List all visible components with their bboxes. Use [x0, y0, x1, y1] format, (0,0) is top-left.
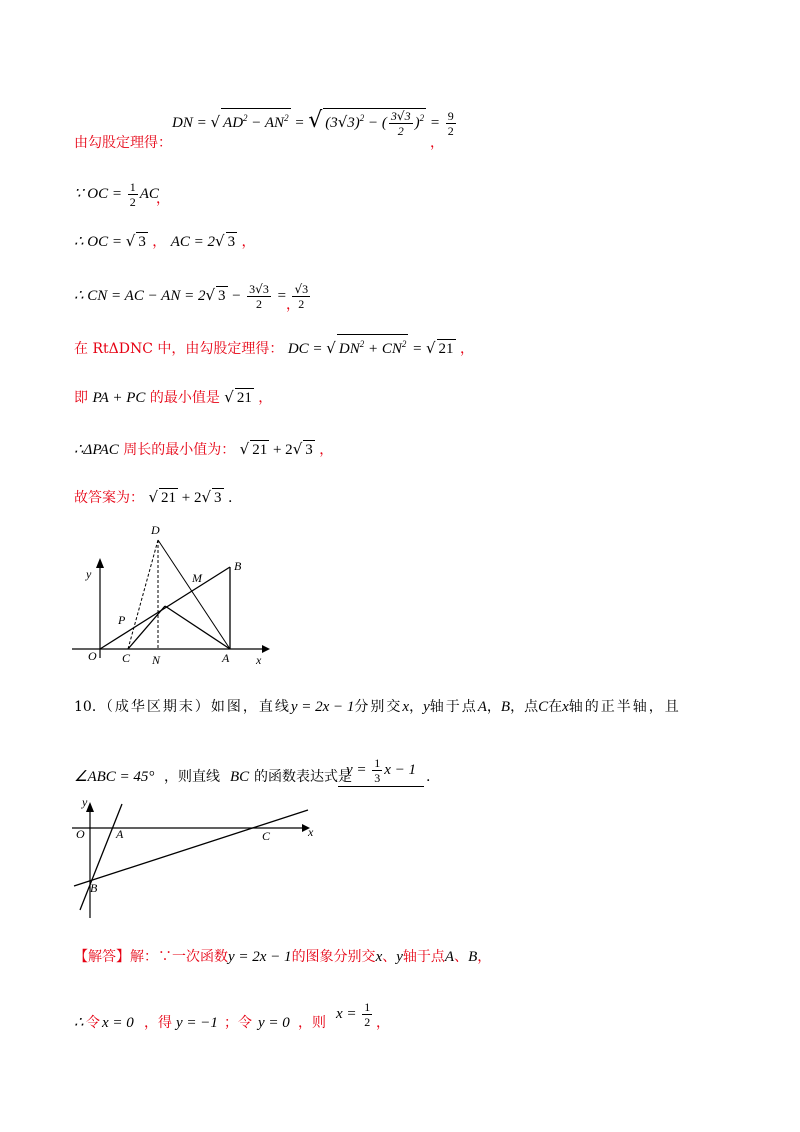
label-y: y — [86, 567, 92, 581]
label-b: B — [90, 881, 98, 895]
step-min-pa-pc: 即 PA + PC 的最小值是 √ 21 ， — [74, 388, 273, 406]
line-pa — [165, 606, 230, 649]
line-bc — [74, 810, 308, 886]
label-c: C — [122, 651, 131, 665]
label-b: B — [234, 559, 242, 573]
x-axis-arrow — [262, 645, 270, 653]
line-da — [158, 540, 230, 649]
y-axis-arrow — [96, 558, 104, 568]
label-o: O — [88, 649, 97, 663]
label-x: x — [256, 653, 262, 667]
label-n: N — [152, 653, 161, 667]
line-ab — [80, 804, 122, 910]
figure-q10-lines — [66, 792, 326, 922]
step-dn-equation: DN = √ $AD^2 - AN^2$ = √ $(3√3)^2$ − ( $\frac{3√3}{2}$ )$^2$ = $\frac{9}{2}$ — [172, 108, 454, 139]
step-oc-value: ∴ OC = √ 3 ， AC = 2√ 3 ， — [74, 232, 256, 250]
label-a: A — [222, 651, 230, 665]
question-10: 10．（成华区期末）如图，直线y = 2x − 1分别交x，y轴于点A，B，点C在x轴的正半轴，且 — [74, 699, 681, 715]
step-dc: 在 RtΔDNC 中，由勾股定理得： DC = √ $DN^2 + CN^2$ = √ 21 ， — [74, 334, 474, 358]
final-answer: 故答案为： √ 21 + 2√ 3 . — [74, 488, 233, 506]
label-d: D — [151, 523, 160, 537]
answer-blank: y = $\frac{1}{3}$ x − 1 — [338, 752, 424, 787]
label-y: y — [82, 795, 88, 809]
label-m: M — [192, 571, 202, 585]
figure-pac-triangle — [66, 518, 276, 668]
label-o: O — [76, 827, 85, 841]
label-a: A — [116, 827, 124, 841]
label-x: x — [308, 825, 314, 839]
label-c: C — [262, 829, 271, 843]
line-cd — [128, 540, 158, 649]
solution: 【解答】解：∵一次函数y = 2x − 1的图象分别交x、y轴于点A、B， — [74, 949, 492, 965]
label-p: P — [118, 613, 126, 627]
step-dn-label: 由勾股定理得： — [74, 135, 172, 151]
step-min-perimeter: ∴ΔPAC 周长的最小值为： √ 21 + 2√ 3 ， — [74, 440, 334, 458]
